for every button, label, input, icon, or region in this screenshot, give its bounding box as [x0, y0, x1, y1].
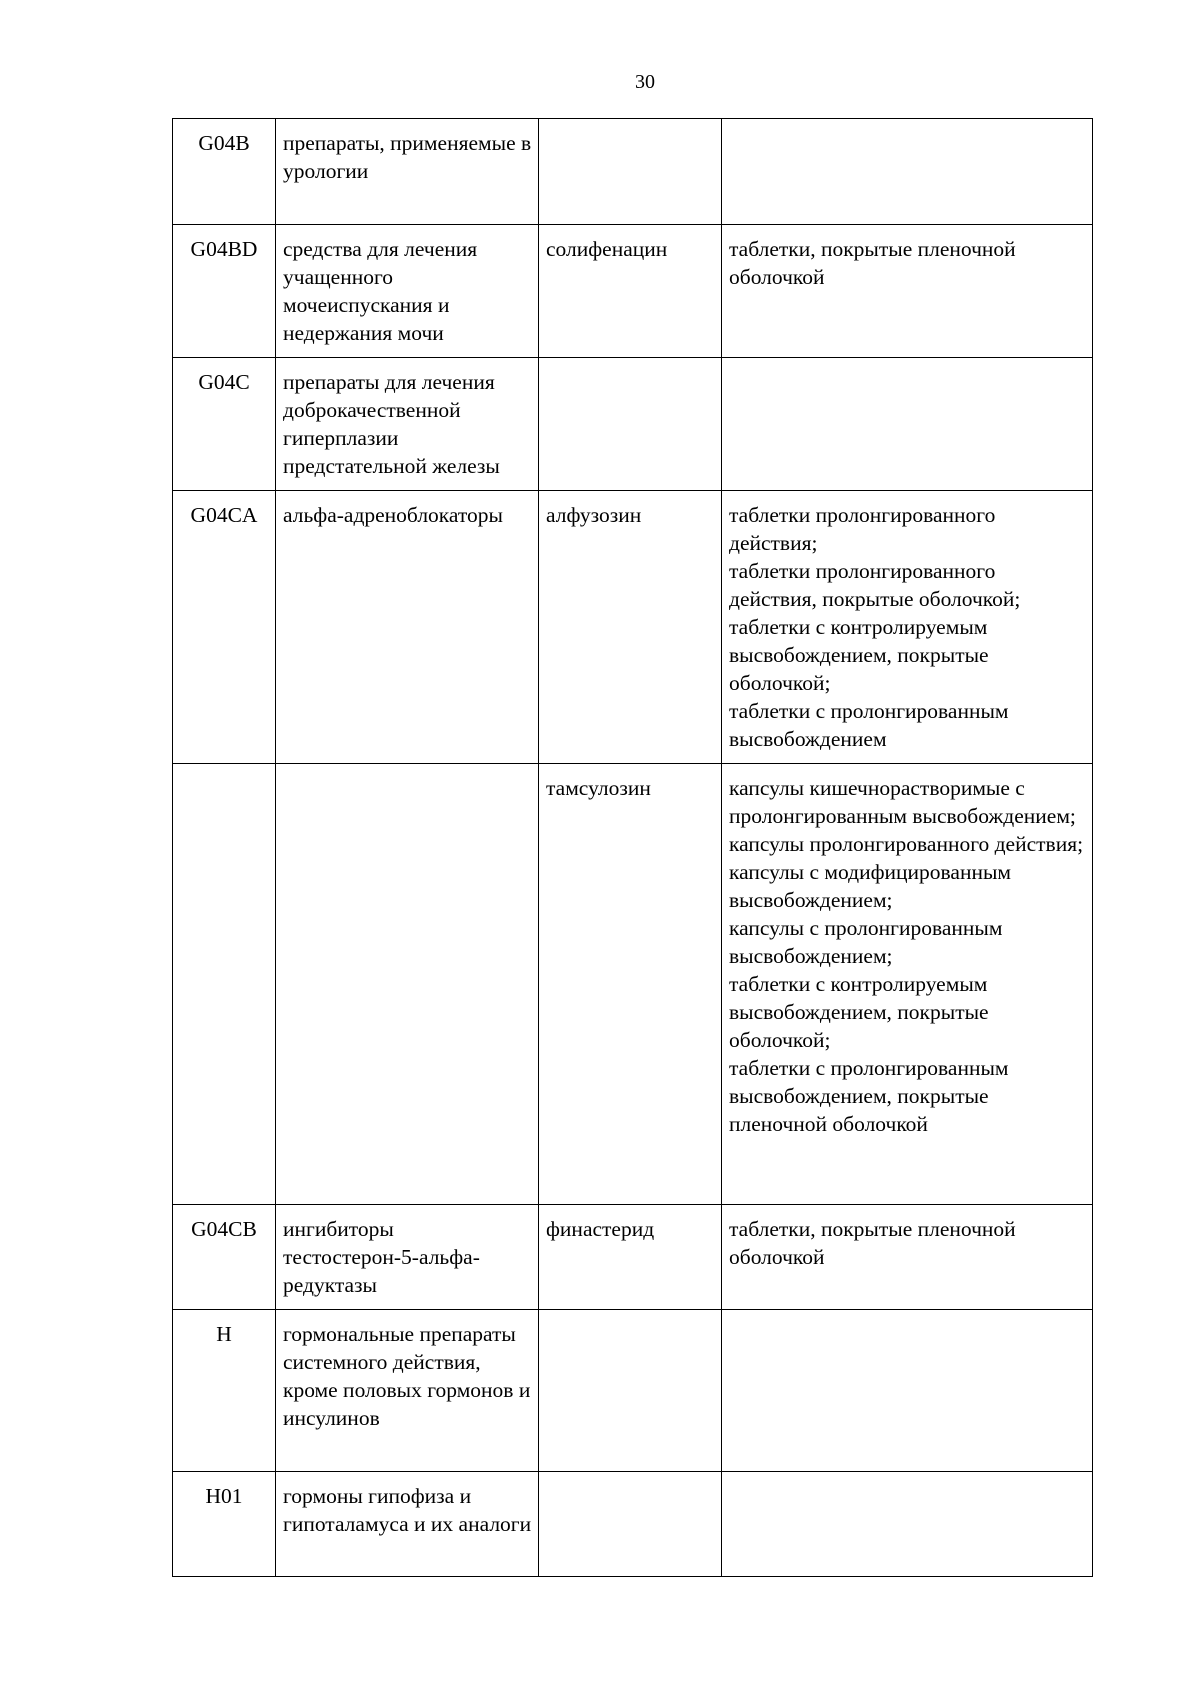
table-row: [173, 1310, 1093, 1472]
dosage-forms-cell: [722, 358, 1093, 491]
dosage-forms-cell: [722, 1205, 1093, 1310]
substance-cell: финастерид: [539, 1205, 722, 1310]
anatomical-group-cell: ингибиторы тестостерон-5-альфа-редуктазы: [276, 1205, 539, 1310]
dosage-forms-cell: [722, 225, 1093, 358]
dosage-forms-cell: [722, 491, 1093, 764]
dosage-form-line: таблетки с пролонгированным высвобождением: [729, 699, 1009, 751]
anatomical-group-cell: альфа-адреноблокаторы: [276, 491, 539, 764]
atc-classification-table: [172, 118, 1093, 1577]
dosage-form-line: капсулы с пролонгированным высвобождением;: [729, 916, 1003, 968]
substance-cell: солифенацин: [539, 225, 722, 358]
table-row: [173, 119, 1093, 225]
substance-cell: [539, 358, 722, 491]
substance-cell: [539, 1472, 722, 1577]
table-row: [173, 764, 1093, 1205]
anatomical-group-cell: гормоны гипофиза и гипоталамуса и их аналоги: [276, 1472, 539, 1577]
atc-code-cell: [173, 764, 276, 1205]
anatomical-group-cell: средства для лечения учащенного мочеиспускания и недержания мочи: [276, 225, 539, 358]
table-row: [173, 1205, 1093, 1310]
atc-code-cell: G04B: [173, 119, 276, 225]
page-number: 30: [635, 71, 655, 93]
substance-cell: алфузозин: [539, 491, 722, 764]
table-row: [173, 358, 1093, 491]
table-body: [173, 119, 1093, 1577]
dosage-form-line: таблетки с пролонгированным высвобождением, покрытые пленочной оболочкой: [729, 1056, 1009, 1136]
table-row: [173, 491, 1093, 764]
atc-code-cell: G04CA: [173, 491, 276, 764]
table-row: [173, 225, 1093, 358]
dosage-form-line: таблетки пролонгированного действия, покрытые оболочкой;: [729, 559, 1021, 611]
anatomical-group-cell: препараты, применяемые в урологии: [276, 119, 539, 225]
dosage-form-line: таблетки с контролируемым высвобождением, покрытые оболочкой;: [729, 615, 989, 695]
atc-code-cell: G04CB: [173, 1205, 276, 1310]
dosage-form-line: капсулы с модифицированным высвобождением;: [729, 860, 1012, 912]
atc-code-cell: G04C: [173, 358, 276, 491]
dosage-forms-cell: [722, 1472, 1093, 1577]
atc-code-cell: H01: [173, 1472, 276, 1577]
anatomical-group-cell: [276, 764, 539, 1205]
substance-cell: [539, 1310, 722, 1472]
atc-code-cell: G04BD: [173, 225, 276, 358]
dosage-form-line: таблетки, покрытые пленочной оболочкой: [729, 1217, 1016, 1269]
atc-code-cell: H: [173, 1310, 276, 1472]
anatomical-group-cell: гормональные препараты системного действия, кроме половых гормонов и инсулинов: [276, 1310, 539, 1472]
anatomical-group-cell: препараты для лечения доброкачественной гиперплазии предстательной железы: [276, 358, 539, 491]
substance-cell: [539, 119, 722, 225]
dosage-form-line: таблетки с контролируемым высвобождением, покрытые оболочкой;: [729, 972, 989, 1052]
dosage-forms-cell: [722, 764, 1093, 1205]
table-row: [173, 1472, 1093, 1577]
dosage-form-line: капсулы пролонгированного действия;: [729, 832, 1084, 856]
substance-cell: тамсулозин: [539, 764, 722, 1205]
dosage-forms-cell: [722, 1310, 1093, 1472]
dosage-forms-cell: [722, 119, 1093, 225]
dosage-form-line: таблетки пролонгированного действия;: [729, 503, 996, 555]
dosage-form-line: капсулы кишечнорастворимые с пролонгированным высвобождением;: [729, 776, 1076, 828]
dosage-form-line: таблетки, покрытые пленочной оболочкой: [729, 237, 1016, 289]
